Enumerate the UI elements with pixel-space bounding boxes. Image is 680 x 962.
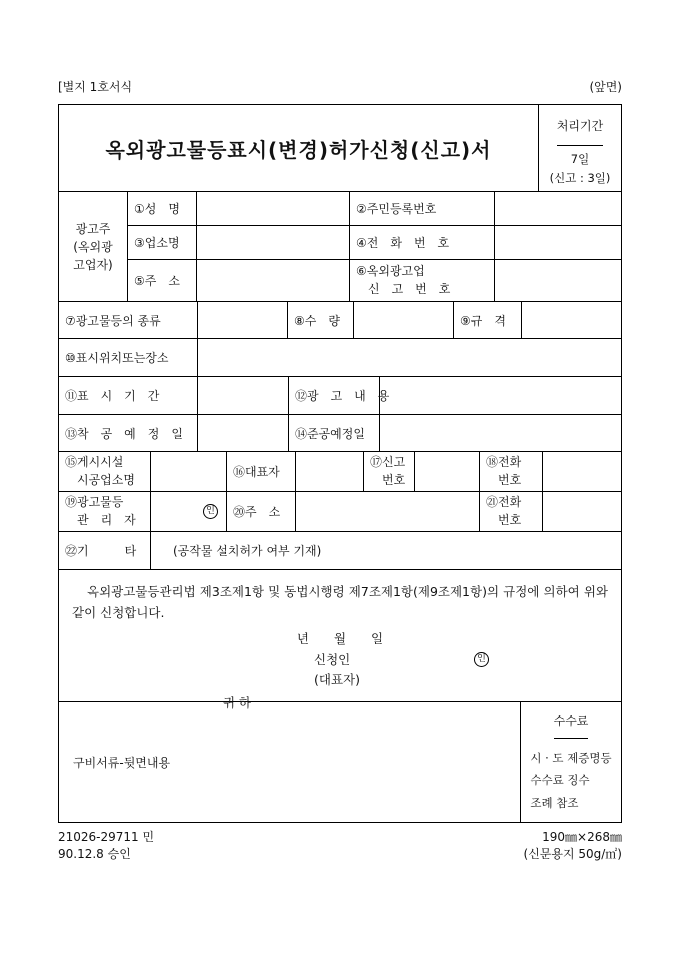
ad-license-number-label: ⑥옥외광고업 신 고 번 호 (350, 260, 495, 301)
installer-phone-label: ⑱전화 번호 (480, 452, 543, 491)
completion-date-input (380, 415, 621, 451)
processing-period-label: 처리기간 (557, 105, 603, 146)
resident-number-input (495, 192, 621, 225)
phone-number-label: ④전 화 번 호 (350, 226, 495, 259)
representative-label: ⑯대표자 (227, 452, 296, 491)
display-location-label: ⑩표시위치또는장소 (59, 339, 198, 376)
start-date-label: ⑬착 공 예 정 일 (59, 415, 198, 451)
etc-label: ㉒기 타 (59, 532, 151, 569)
advertiser-group-label: 광고주 (옥외광 고업자) (59, 192, 128, 301)
applicant-line (59, 650, 621, 668)
resident-number-label: ②주민등록번호 (350, 192, 495, 225)
display-location-input (198, 339, 621, 376)
quantity-label: ⑧수 량 (288, 302, 354, 338)
manager-seal-mark: 인 (203, 504, 218, 519)
ad-manager-name-input (151, 492, 227, 531)
applicant-seal-mark: 인 (474, 652, 489, 667)
report-number-input (415, 452, 480, 491)
business-name-label: ③업소명 (128, 226, 197, 259)
installer-name-input (151, 452, 227, 491)
ad-license-number-input (495, 260, 621, 301)
ad-manager-label: ⑲광고물등 관 리 자 (59, 492, 151, 531)
representative-input (296, 452, 364, 491)
ad-content-input (380, 377, 621, 414)
fee-notes: 시 · 도 제증명등 수수료 징수 조례 참조 (530, 751, 612, 810)
doc-header (58, 78, 622, 95)
representative-sub-label: (대표자) (314, 671, 360, 687)
size-input (522, 302, 621, 338)
applicant-label: 신청인 (314, 651, 351, 667)
display-period-label: ⑪표 시 기 간 (59, 377, 198, 414)
start-date-input (198, 415, 289, 451)
phone-number-input (495, 226, 621, 259)
address-label: ⑤주 소 (128, 260, 197, 301)
installer-name-label: ⑮게시시설 시공업소명 (59, 452, 151, 491)
manager-address-label: ⑳주 소 (227, 492, 296, 531)
completion-date-label: ⑭준공예정일 (289, 415, 380, 451)
manager-phone-input (543, 492, 621, 531)
required-documents-label: 구비서류-뒷면내용 (59, 702, 521, 822)
quantity-input (354, 302, 454, 338)
processing-period-value: 7일 (신고 : 3일) (549, 152, 611, 185)
form-table (58, 104, 622, 823)
declaration-date-line: 년 월 일 (296, 630, 384, 646)
report-number-label: ⑰신고 번호 (364, 452, 415, 491)
display-period-input (198, 377, 289, 414)
manager-address-input (296, 492, 480, 531)
name-input (197, 192, 350, 225)
form-code-label: [별지 1호서식 (58, 80, 133, 94)
doc-footer (58, 829, 622, 864)
fee-cell (521, 702, 621, 822)
page-side-label: (앞면) (589, 80, 622, 94)
etc-note: (공작물 설치허가 여부 기재) (173, 544, 322, 558)
address-input (197, 260, 350, 301)
ad-type-input (198, 302, 288, 338)
business-name-input (197, 226, 350, 259)
name-label: ①성 명 (128, 192, 197, 225)
declaration-body: 옥외광고물등관리법 제3조제1항 및 동법시행령 제7조제1항(제9조제1항)의 규정에 의하여 위와 같이 신청합니다. (72, 584, 608, 621)
footer-paper-spec: 190㎜×268㎜ (신문용지 50g/㎡) (523, 830, 622, 862)
manager-phone-label: ㉑전화 번호 (480, 492, 543, 531)
declaration-section (59, 570, 621, 711)
footer-form-number: 21026-29711 민 90.12.8 승인 (58, 830, 155, 862)
ad-content-label: ⑫광 고 내 용 (289, 377, 380, 414)
fee-label: 수수료 (554, 702, 589, 739)
installer-phone-input (543, 452, 621, 491)
processing-period-cell (539, 105, 621, 191)
form-title: 옥외광고물등표시(변경)허가신청(신고)서 (59, 105, 539, 191)
size-label: ⑨규 격 (454, 302, 522, 338)
recipient-label: 귀 하 (223, 694, 252, 710)
ad-type-label: ⑦광고물등의 종류 (59, 302, 198, 338)
